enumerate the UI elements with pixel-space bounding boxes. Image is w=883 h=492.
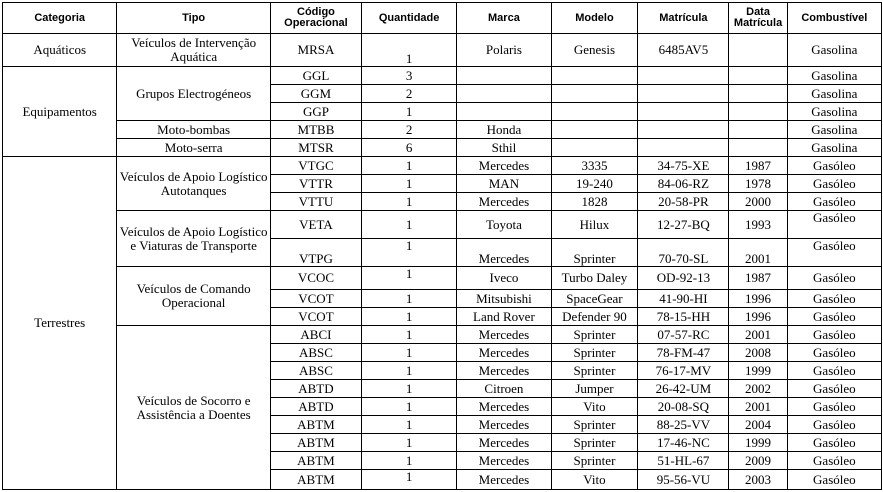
matricula-cell: 07-57-RC xyxy=(638,326,729,344)
modelo-cell: Sprinter xyxy=(551,452,638,470)
table-row xyxy=(3,34,882,67)
data-cell: 2002 xyxy=(729,380,787,398)
quantidade-cell: 1 xyxy=(361,290,456,308)
type-cell-socorro: Veículos de Socorro e Assistência a Doentes xyxy=(117,326,271,490)
modelo-cell: Sprinter xyxy=(551,344,638,362)
codigo-cell: MTBB xyxy=(270,121,361,139)
data-cell: 1987 xyxy=(729,267,787,290)
combustivel-cell: Gasolina xyxy=(787,121,881,139)
matricula-cell: 41-90-HI xyxy=(638,290,729,308)
type-cell-moto-bombas: Moto-bombas xyxy=(117,121,271,139)
category-cell-equipamentos: Equipamentos xyxy=(3,67,117,157)
matricula-cell xyxy=(638,121,729,139)
marca-cell: Honda xyxy=(457,121,551,139)
combustivel-cell: Gasóleo xyxy=(787,344,881,362)
combustivel-cell: Gasóleo xyxy=(787,326,881,344)
marca-cell: Sthil xyxy=(457,139,551,157)
modelo-cell: Hilux xyxy=(551,211,638,239)
header-matricula: Matrícula xyxy=(638,3,729,34)
data-cell: 1996 xyxy=(729,290,787,308)
header-combustivel: Combustível xyxy=(787,3,881,34)
marca-cell: Polaris xyxy=(457,34,551,67)
codigo-cell: GGL xyxy=(270,67,361,85)
marca-cell: Mercedes xyxy=(457,344,551,362)
matricula-cell xyxy=(638,67,729,85)
marca-cell: Mercedes xyxy=(457,398,551,416)
marca-cell: Toyota xyxy=(457,211,551,239)
combustivel-cell: Gasóleo xyxy=(787,362,881,380)
type-cell-intervencao-aquatica: Veículos de Intervenção Aquática xyxy=(117,34,271,67)
data-cell: 1987 xyxy=(729,157,787,175)
codigo-cell: ABTM xyxy=(270,434,361,452)
quantidade-cell: 1 xyxy=(361,362,456,380)
table-row xyxy=(3,67,882,85)
category-cell-terrestres: Terrestres xyxy=(3,157,117,490)
matricula-cell: 20-58-PR xyxy=(638,193,729,211)
table-row xyxy=(3,326,882,344)
marca-cell xyxy=(457,85,551,103)
quantidade-cell: 1 xyxy=(361,308,456,326)
header-marca: Marca xyxy=(457,3,551,34)
modelo-cell: 1828 xyxy=(551,193,638,211)
marca-cell xyxy=(457,103,551,121)
codigo-cell: ABTD xyxy=(270,398,361,416)
data-cell: 1978 xyxy=(729,175,787,193)
matricula-cell xyxy=(638,139,729,157)
quantidade-cell: 6 xyxy=(361,139,456,157)
data-cell xyxy=(729,121,787,139)
combustivel-cell: Gasóleo xyxy=(787,211,881,239)
codigo-cell: VTTU xyxy=(270,193,361,211)
combustivel-cell: Gasóleo xyxy=(787,434,881,452)
combustivel-cell: Gasóleo xyxy=(787,470,881,490)
matricula-cell: OD-92-13 xyxy=(638,267,729,290)
combustivel-cell: Gasóleo xyxy=(787,175,881,193)
combustivel-cell: Gasolina xyxy=(787,67,881,85)
modelo-cell: Sprinter xyxy=(551,326,638,344)
matricula-cell: 76-17-MV xyxy=(638,362,729,380)
header-tipo: Tipo xyxy=(117,3,271,34)
data-cell xyxy=(729,103,787,121)
matricula-cell: 88-25-VV xyxy=(638,416,729,434)
modelo-cell: Vito xyxy=(551,398,638,416)
matricula-cell: 84-06-RZ xyxy=(638,175,729,193)
combustivel-cell: Gasóleo xyxy=(787,398,881,416)
matricula-cell: 12-27-BQ xyxy=(638,211,729,239)
modelo-cell: Sprinter xyxy=(551,362,638,380)
quantidade-cell: 1 xyxy=(361,344,456,362)
modelo-cell: Jumper xyxy=(551,380,638,398)
marca-cell: MAN xyxy=(457,175,551,193)
combustivel-cell: Gasóleo xyxy=(787,157,881,175)
type-cell-moto-serra: Moto-serra xyxy=(117,139,271,157)
combustivel-cell: Gasolina xyxy=(787,34,881,67)
combustivel-cell: Gasolina xyxy=(787,85,881,103)
data-cell: 2003 xyxy=(729,470,787,490)
data-cell: 2001 xyxy=(729,326,787,344)
data-cell: 1993 xyxy=(729,211,787,239)
modelo-cell: Genesis xyxy=(551,34,638,67)
data-cell xyxy=(729,139,787,157)
matricula-cell xyxy=(638,103,729,121)
data-cell: 1999 xyxy=(729,362,787,380)
header-categoria: Categoria xyxy=(3,3,117,34)
quantidade-cell: 2 xyxy=(361,85,456,103)
matricula-cell: 6485AV5 xyxy=(638,34,729,67)
marca-cell: Iveco xyxy=(457,267,551,290)
data-cell: 1996 xyxy=(729,308,787,326)
data-cell: 2009 xyxy=(729,452,787,470)
quantidade-cell: 1 xyxy=(361,398,456,416)
codigo-cell: VTGC xyxy=(270,157,361,175)
type-cell-apoio-viaturas: Veículos de Apoio Logístico e Viaturas de Transporte xyxy=(117,211,271,267)
modelo-cell: Sprinter xyxy=(551,239,638,267)
codigo-cell: GGP xyxy=(270,103,361,121)
marca-cell: Mercedes xyxy=(457,416,551,434)
quantidade-cell: 2 xyxy=(361,121,456,139)
combustivel-cell: Gasóleo xyxy=(787,308,881,326)
vehicle-inventory-table xyxy=(2,2,882,490)
codigo-cell: MRSA xyxy=(270,34,361,67)
type-cell-comando-operacional: Veículos de Comando Operacional xyxy=(117,267,271,326)
marca-cell: Mercedes xyxy=(457,362,551,380)
marca-cell: Mitsubishi xyxy=(457,290,551,308)
codigo-cell: ABTM xyxy=(270,452,361,470)
combustivel-cell: Gasóleo xyxy=(787,193,881,211)
quantidade-cell: 1 xyxy=(361,326,456,344)
data-cell: 1999 xyxy=(729,434,787,452)
quantidade-cell: 1 xyxy=(361,103,456,121)
data-cell: 2004 xyxy=(729,416,787,434)
data-cell: 2000 xyxy=(729,193,787,211)
codigo-cell: ABCI xyxy=(270,326,361,344)
quantidade-cell: 1 xyxy=(361,470,456,490)
combustivel-cell: Gasolina xyxy=(787,139,881,157)
modelo-cell: Sprinter xyxy=(551,434,638,452)
matricula-cell: 17-46-NC xyxy=(638,434,729,452)
combustivel-cell: Gasóleo xyxy=(787,452,881,470)
matricula-cell: 20-08-SQ xyxy=(638,398,729,416)
quantidade-cell: 1 xyxy=(361,239,456,267)
quantidade-cell: 1 xyxy=(361,434,456,452)
marca-cell: Mercedes xyxy=(457,239,551,267)
marca-cell: Mercedes xyxy=(457,470,551,490)
marca-cell: Citroen xyxy=(457,380,551,398)
category-cell-aquaticos: Aquáticos xyxy=(3,34,117,67)
modelo-cell: SpaceGear xyxy=(551,290,638,308)
matricula-cell: 78-15-HH xyxy=(638,308,729,326)
combustivel-cell: Gasóleo xyxy=(787,416,881,434)
marca-cell: Mercedes xyxy=(457,157,551,175)
matricula-cell xyxy=(638,85,729,103)
header-data-matricula: Data Matrícula xyxy=(729,3,787,34)
table-row xyxy=(3,139,882,157)
codigo-cell: ABTD xyxy=(270,380,361,398)
codigo-cell: GGM xyxy=(270,85,361,103)
header-codigo: Código Operacional xyxy=(270,3,361,34)
quantidade-cell: 1 xyxy=(361,193,456,211)
marca-cell: Land Rover xyxy=(457,308,551,326)
matricula-cell: 70-70-SL xyxy=(638,239,729,267)
codigo-cell: VCOT xyxy=(270,308,361,326)
codigo-cell: VETA xyxy=(270,211,361,239)
combustivel-cell: Gasóleo xyxy=(787,267,881,290)
header-quantidade: Quantidade xyxy=(361,3,456,34)
modelo-cell: 19-240 xyxy=(551,175,638,193)
marca-cell: Mercedes xyxy=(457,434,551,452)
modelo-cell xyxy=(551,67,638,85)
marca-cell xyxy=(457,67,551,85)
data-cell xyxy=(729,67,787,85)
codigo-cell: VTTR xyxy=(270,175,361,193)
data-cell xyxy=(729,34,787,67)
marca-cell: Mercedes xyxy=(457,326,551,344)
codigo-cell: ABSC xyxy=(270,362,361,380)
data-cell: 2008 xyxy=(729,344,787,362)
quantidade-cell: 1 xyxy=(361,452,456,470)
quantidade-cell: 1 xyxy=(361,380,456,398)
modelo-cell: Vito xyxy=(551,470,638,490)
marca-cell: Mercedes xyxy=(457,452,551,470)
marca-cell: Mercedes xyxy=(457,193,551,211)
combustivel-cell: Gasóleo xyxy=(787,290,881,308)
header-modelo: Modelo xyxy=(551,3,638,34)
matricula-cell: 34-75-XE xyxy=(638,157,729,175)
quantidade-cell: 1 xyxy=(361,267,456,290)
modelo-cell xyxy=(551,139,638,157)
table-row xyxy=(3,157,882,175)
codigo-cell: VCOC xyxy=(270,267,361,290)
codigo-cell: ABSC xyxy=(270,344,361,362)
modelo-cell: Turbo Daley xyxy=(551,267,638,290)
table-row xyxy=(3,267,882,290)
table-row xyxy=(3,211,882,239)
codigo-cell: VCOT xyxy=(270,290,361,308)
table-row xyxy=(3,121,882,139)
quantidade-cell: 1 xyxy=(361,157,456,175)
quantidade-cell: 3 xyxy=(361,67,456,85)
modelo-cell: Defender 90 xyxy=(551,308,638,326)
codigo-cell: ABTM xyxy=(270,470,361,490)
quantidade-cell: 1 xyxy=(361,34,456,67)
header-row xyxy=(3,3,882,34)
combustivel-cell: Gasóleo xyxy=(787,239,881,267)
combustivel-cell: Gasóleo xyxy=(787,380,881,398)
codigo-cell: ABTM xyxy=(270,416,361,434)
type-cell-grupos-electrogeneos: Grupos Electrogéneos xyxy=(117,67,271,121)
matricula-cell: 26-42-UM xyxy=(638,380,729,398)
quantidade-cell: 1 xyxy=(361,211,456,239)
matricula-cell: 51-HL-67 xyxy=(638,452,729,470)
quantidade-cell: 1 xyxy=(361,416,456,434)
data-cell: 2001 xyxy=(729,239,787,267)
combustivel-cell: Gasolina xyxy=(787,103,881,121)
modelo-cell xyxy=(551,85,638,103)
modelo-cell xyxy=(551,103,638,121)
quantidade-cell: 1 xyxy=(361,175,456,193)
codigo-cell: VTPG xyxy=(270,239,361,267)
matricula-cell: 78-FM-47 xyxy=(638,344,729,362)
data-cell xyxy=(729,85,787,103)
matricula-cell: 95-56-VU xyxy=(638,470,729,490)
data-cell: 2001 xyxy=(729,398,787,416)
modelo-cell xyxy=(551,121,638,139)
modelo-cell: 3335 xyxy=(551,157,638,175)
type-cell-apoio-autotanques: Veículos de Apoio Logístico Autotanques xyxy=(117,157,271,211)
modelo-cell: Sprinter xyxy=(551,416,638,434)
codigo-cell: MTSR xyxy=(270,139,361,157)
